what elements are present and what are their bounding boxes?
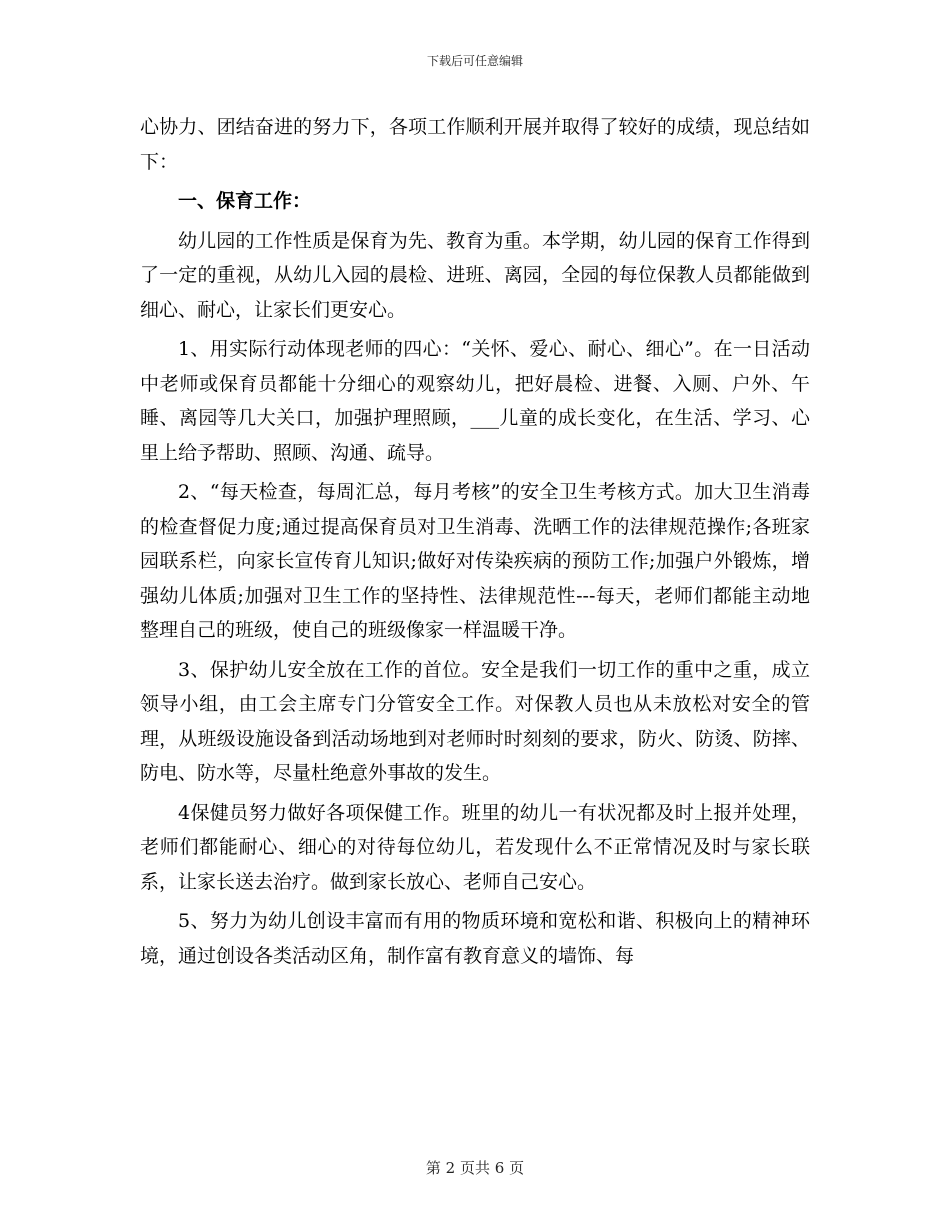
paragraph-item-2: 2、“每天检查，每周汇总，每月考核”的安全卫生考核方式。加大卫生消毒的检查督促力度;通过提高保育员对卫生消毒、洗晒工作的法律规范操作;各班家园联系栏，向家长宣传育儿知识;做好对传染疾病的预防工作;加强户外锻炼，增强幼儿体质;加强对卫生工作的坚持性、法律规范性---每天，老师们都能主动地整理自己的班级，使自己的班级像家一样温暖干净。 <box>140 481 810 641</box>
paragraph-item-5: 5、努力为幼儿创设丰富而有用的物质环境和宽松和谐、积极向上的精神环境，通过创设各类活动区角，制作富有教育意义的墙饰、每 <box>140 910 810 967</box>
document-body <box>140 110 810 973</box>
page-header: 下载后可任意编辑 <box>426 54 523 68</box>
page-footer: 第 2 页共 6 页 <box>425 1159 525 1177</box>
section-heading-childcare: 一、保育工作： <box>178 190 312 212</box>
paragraph-item-1: 1、用实际行动体现老师的四心：“关怀、爱心、耐心、细心”。在一日活动中老师或保育员都能十分细心的观察幼儿，把好晨检、进餐、入厕、户外、午睡、离园等几大关口，加强护理照顾，___儿童的成长变化，在生活、学习、心里上给予帮助、照顾、沟通、疏导。 <box>140 338 810 464</box>
paragraph-item-4: 4保健员努力做好各项保健工作。班里的幼儿一有状况都及时上报并处理，老师们都能耐心、细心的对待每位幼儿，若发现什么不正常情况及时与家长联系，让家长送去治疗。做到家长放心、老师自己安心。 <box>140 801 810 893</box>
paragraph-intro: 幼儿园的工作性质是保育为先、教育为重。本学期，幼儿园的保育工作得到了一定的重视，从幼儿入园的晨检、进班、离园，全园的每位保教人员都能做到细心、耐心，让家长们更安心。 <box>140 229 810 321</box>
paragraph-continuation: 心协力、团结奋进的努力下，各项工作顺利开展并取得了较好的成绩，现总结如下： <box>140 116 810 173</box>
paragraph-item-3: 3、保护幼儿安全放在工作的首位。安全是我们一切工作的重中之重，成立领导小组，由工会主席专门分管安全工作。对保教人员也从未放松对安全的管理，从班级设施设备到活动场地到对老师时时刻刻的要求，防火、防烫、防摔、防电、防水等，尽量杜绝意外事故的发生。 <box>140 658 810 784</box>
